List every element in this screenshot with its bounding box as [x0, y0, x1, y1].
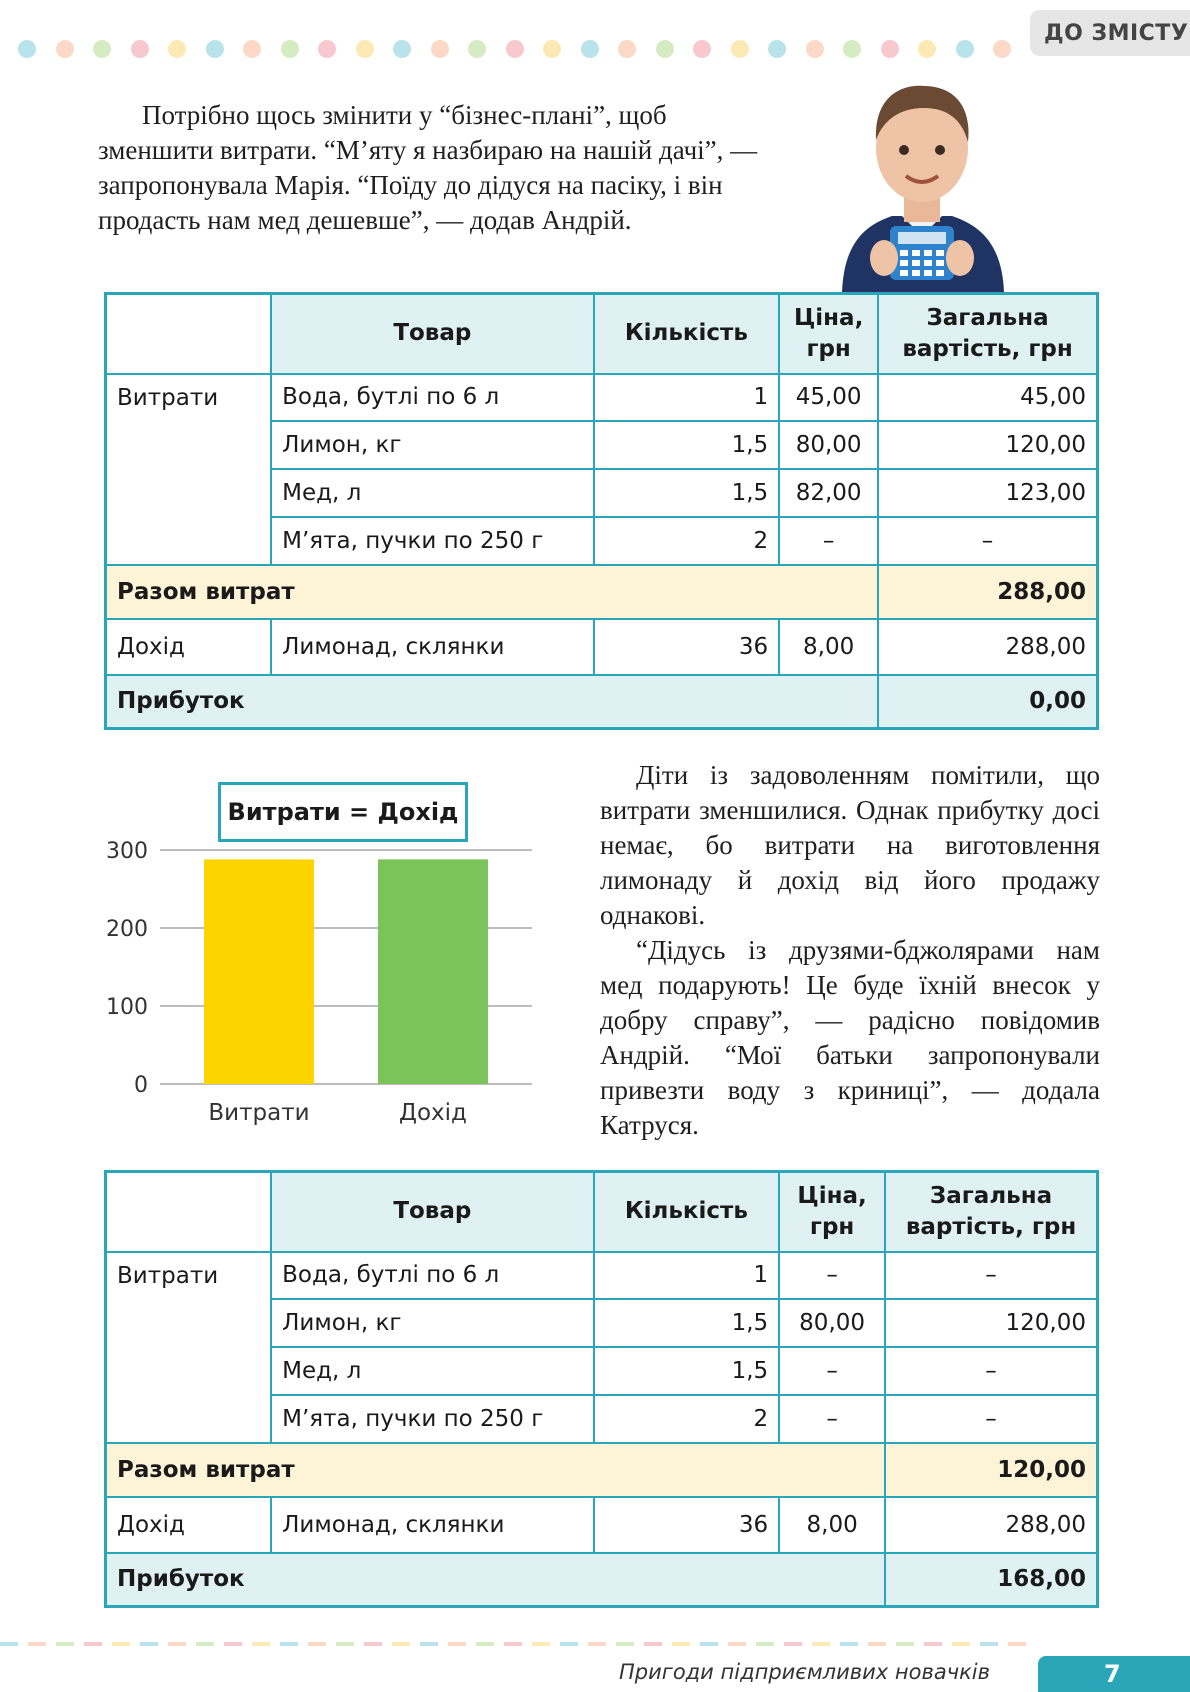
y-tick-label: 200	[106, 917, 148, 942]
decorative-dash	[336, 1642, 354, 1646]
item-cell: Вода, бутлі по 6 л	[271, 1252, 593, 1299]
decorative-dot	[768, 40, 786, 58]
decorative-dash	[112, 1642, 130, 1646]
profit-value: 0,00	[878, 675, 1097, 729]
decorative-dot	[656, 40, 674, 58]
quantity-cell: 1	[594, 374, 780, 421]
decorative-dot	[506, 40, 524, 58]
decorative-dash	[868, 1642, 886, 1646]
decorative-dots	[18, 40, 1028, 58]
y-tick-label: 0	[134, 1073, 148, 1098]
profit-row	[106, 675, 1098, 729]
total-cell: 120,00	[885, 1299, 1097, 1347]
decorative-dash	[672, 1642, 690, 1646]
item-cell: Лимонад, склянки	[271, 619, 593, 675]
item-cell: Лимон, кг	[271, 421, 593, 469]
quantity-cell: 1,5	[594, 421, 780, 469]
story-text	[600, 758, 1100, 1143]
total-cell: 288,00	[878, 619, 1097, 675]
page-number: 7	[1038, 1656, 1190, 1692]
income-row	[106, 619, 1098, 675]
item-cell: М’ята, пучки по 250 г	[271, 1395, 593, 1443]
profit-row	[106, 1553, 1098, 1607]
decorative-dash	[56, 1642, 74, 1646]
price-cell: 45,00	[779, 374, 878, 421]
decorative-dot	[243, 40, 261, 58]
price-cell: 82,00	[779, 469, 878, 517]
decorative-dash	[756, 1642, 774, 1646]
decorative-dash	[532, 1642, 550, 1646]
decorative-dash	[700, 1642, 718, 1646]
header-empty	[106, 294, 272, 374]
intro-text	[98, 98, 778, 238]
decorative-dash	[952, 1642, 970, 1646]
decorative-dash	[252, 1642, 270, 1646]
chart-title: Витрати = Дохід	[218, 782, 468, 842]
profit-label: Прибуток	[106, 675, 879, 729]
price-cell: –	[779, 517, 878, 565]
quantity-cell: 1,5	[594, 1347, 780, 1395]
quantity-cell: 2	[594, 517, 780, 565]
decorative-dash	[140, 1642, 158, 1646]
decorative-dot	[18, 40, 36, 58]
decorative-dot	[731, 40, 749, 58]
decorative-dot	[993, 40, 1011, 58]
decorative-dot	[881, 40, 899, 58]
decorative-dash	[784, 1642, 802, 1646]
story-paragraph-1: Діти із задоволенням помітили, що витрати зменшилися. Однак прибутку досі немає, бо витрати на виготовлення лимонаду й дохід від його продажу однакові.	[600, 760, 1100, 930]
header-item: Товар	[271, 294, 593, 374]
decorative-dash	[924, 1642, 942, 1646]
total-cell: –	[885, 1395, 1097, 1443]
decorative-dash	[504, 1642, 522, 1646]
total-expenses-value: 120,00	[885, 1443, 1097, 1497]
price-cell: 80,00	[779, 1299, 885, 1347]
decorative-dot	[581, 40, 599, 58]
price-cell: 80,00	[779, 421, 878, 469]
total-expenses-row	[106, 565, 1098, 619]
quantity-cell: 36	[594, 619, 780, 675]
decorative-dot	[56, 40, 74, 58]
total-cell: –	[885, 1252, 1097, 1299]
decorative-dash	[560, 1642, 578, 1646]
total-expenses-label: Разом витрат	[106, 565, 879, 619]
price-cell: –	[779, 1252, 885, 1299]
profit-value: 168,00	[885, 1553, 1097, 1607]
header-quantity: Кількість	[594, 1172, 780, 1252]
total-expenses-value: 288,00	[878, 565, 1097, 619]
total-cell: –	[878, 517, 1097, 565]
expenses-label: Витрати	[106, 374, 272, 565]
header-empty	[106, 1172, 272, 1252]
quantity-cell: 2	[594, 1395, 780, 1443]
decorative-dot	[431, 40, 449, 58]
decorative-dash	[196, 1642, 214, 1646]
price-cell: 8,00	[779, 1497, 885, 1553]
item-cell: Лимонад, склянки	[271, 1497, 593, 1553]
decorative-dot	[843, 40, 861, 58]
decorative-dash	[644, 1642, 662, 1646]
total-cell: 45,00	[878, 374, 1097, 421]
decorative-dot	[281, 40, 299, 58]
decorative-dot	[393, 40, 411, 58]
decorative-dot	[468, 40, 486, 58]
decorative-dot	[956, 40, 974, 58]
decorative-dot	[206, 40, 224, 58]
decorative-dash	[308, 1642, 326, 1646]
income-label: Дохід	[106, 1497, 272, 1553]
table-header-row	[106, 1172, 1098, 1252]
decorative-dot	[918, 40, 936, 58]
book-title: Пригоди підприємливих новачків	[619, 1660, 990, 1684]
toc-link[interactable]: ДО ЗМІСТУ	[1030, 10, 1190, 56]
price-cell: –	[779, 1347, 885, 1395]
decorative-dash	[28, 1642, 46, 1646]
decorative-dash	[616, 1642, 634, 1646]
decorative-dash	[448, 1642, 466, 1646]
decorative-dash	[84, 1642, 102, 1646]
bar-expenses	[204, 859, 314, 1084]
decorative-dot	[93, 40, 111, 58]
x-category-label: Витрати	[208, 1100, 310, 1126]
item-cell: Мед, л	[271, 1347, 593, 1395]
decorative-dash	[420, 1642, 438, 1646]
decorative-dot	[356, 40, 374, 58]
header-total-cost: Загальна вартість, грн	[885, 1172, 1097, 1252]
income-row	[106, 1497, 1098, 1553]
table-row	[106, 1252, 1098, 1299]
expenses-label: Витрати	[106, 1252, 272, 1443]
decorative-dash	[0, 1642, 18, 1646]
y-tick-label: 300	[106, 839, 148, 864]
income-label: Дохід	[106, 619, 272, 675]
header-total-cost: Загальна вартість, грн	[878, 294, 1097, 374]
intro-paragraph: Потрібно щось змінити у “бізнес-плані”, щоб зменшити витрати. “М’яту я назбираю на нашій дачі”, — запропонувала Марія. “Поїду до дідуся на пасіку, і він продасть нам мед дешевше”, — додав Андрій.	[98, 100, 758, 235]
item-cell: Лимон, кг	[271, 1299, 593, 1347]
price-cell: –	[779, 1395, 885, 1443]
decorative-dash	[392, 1642, 410, 1646]
decorative-dot	[131, 40, 149, 58]
decorative-dash	[980, 1642, 998, 1646]
quantity-cell: 1,5	[594, 469, 780, 517]
decorative-dot	[806, 40, 824, 58]
decorative-dash	[812, 1642, 830, 1646]
quantity-cell: 1	[594, 1252, 780, 1299]
header-quantity: Кількість	[594, 294, 780, 374]
decorative-dash	[364, 1642, 382, 1646]
decorative-dot	[543, 40, 561, 58]
decorative-dot	[318, 40, 336, 58]
item-cell: Вода, бутлі по 6 л	[271, 374, 593, 421]
decorative-dot	[168, 40, 186, 58]
total-expenses-row	[106, 1443, 1098, 1497]
decorative-dash	[476, 1642, 494, 1646]
decorative-dash	[840, 1642, 858, 1646]
total-cell: 120,00	[878, 421, 1097, 469]
price-cell: 8,00	[779, 619, 878, 675]
boy-with-calculator-image	[832, 76, 1012, 292]
header-item: Товар	[271, 1172, 593, 1252]
bar-income	[378, 859, 488, 1084]
y-tick-label: 100	[106, 995, 148, 1020]
decorative-dash	[728, 1642, 746, 1646]
quantity-cell: 36	[594, 1497, 780, 1553]
x-category-label: Дохід	[399, 1100, 467, 1126]
total-cell: –	[885, 1347, 1097, 1395]
item-cell: Мед, л	[271, 469, 593, 517]
business-plan-table-2	[104, 1170, 1099, 1608]
profit-label: Прибуток	[106, 1553, 886, 1607]
item-cell: М’ята, пучки по 250 г	[271, 517, 593, 565]
decorative-dash	[1008, 1642, 1026, 1646]
quantity-cell: 1,5	[594, 1299, 780, 1347]
total-expenses-label: Разом витрат	[106, 1443, 886, 1497]
decorative-dash	[224, 1642, 242, 1646]
decorative-dot	[693, 40, 711, 58]
business-plan-table-1	[104, 292, 1099, 730]
total-cell: 123,00	[878, 469, 1097, 517]
decorative-dash	[896, 1642, 914, 1646]
table-row	[106, 374, 1098, 421]
header-price: Ціна, грн	[779, 294, 878, 374]
header-price: Ціна, грн	[779, 1172, 885, 1252]
decorative-dash	[588, 1642, 606, 1646]
decorative-dash	[280, 1642, 298, 1646]
story-paragraph-2: “Дідусь із друзями-бджолярами нам мед подарують! Це буде їхній внесок у добру справу”, — радісно повідомив Андрій. “Мої батьки запропонували привезти воду з криниці”, — додала Катруся.	[600, 935, 1100, 1140]
decorative-dash	[168, 1642, 186, 1646]
total-cell: 288,00	[885, 1497, 1097, 1553]
decorative-dashes	[0, 1642, 1040, 1646]
decorative-dot	[618, 40, 636, 58]
table-header-row	[106, 294, 1098, 374]
